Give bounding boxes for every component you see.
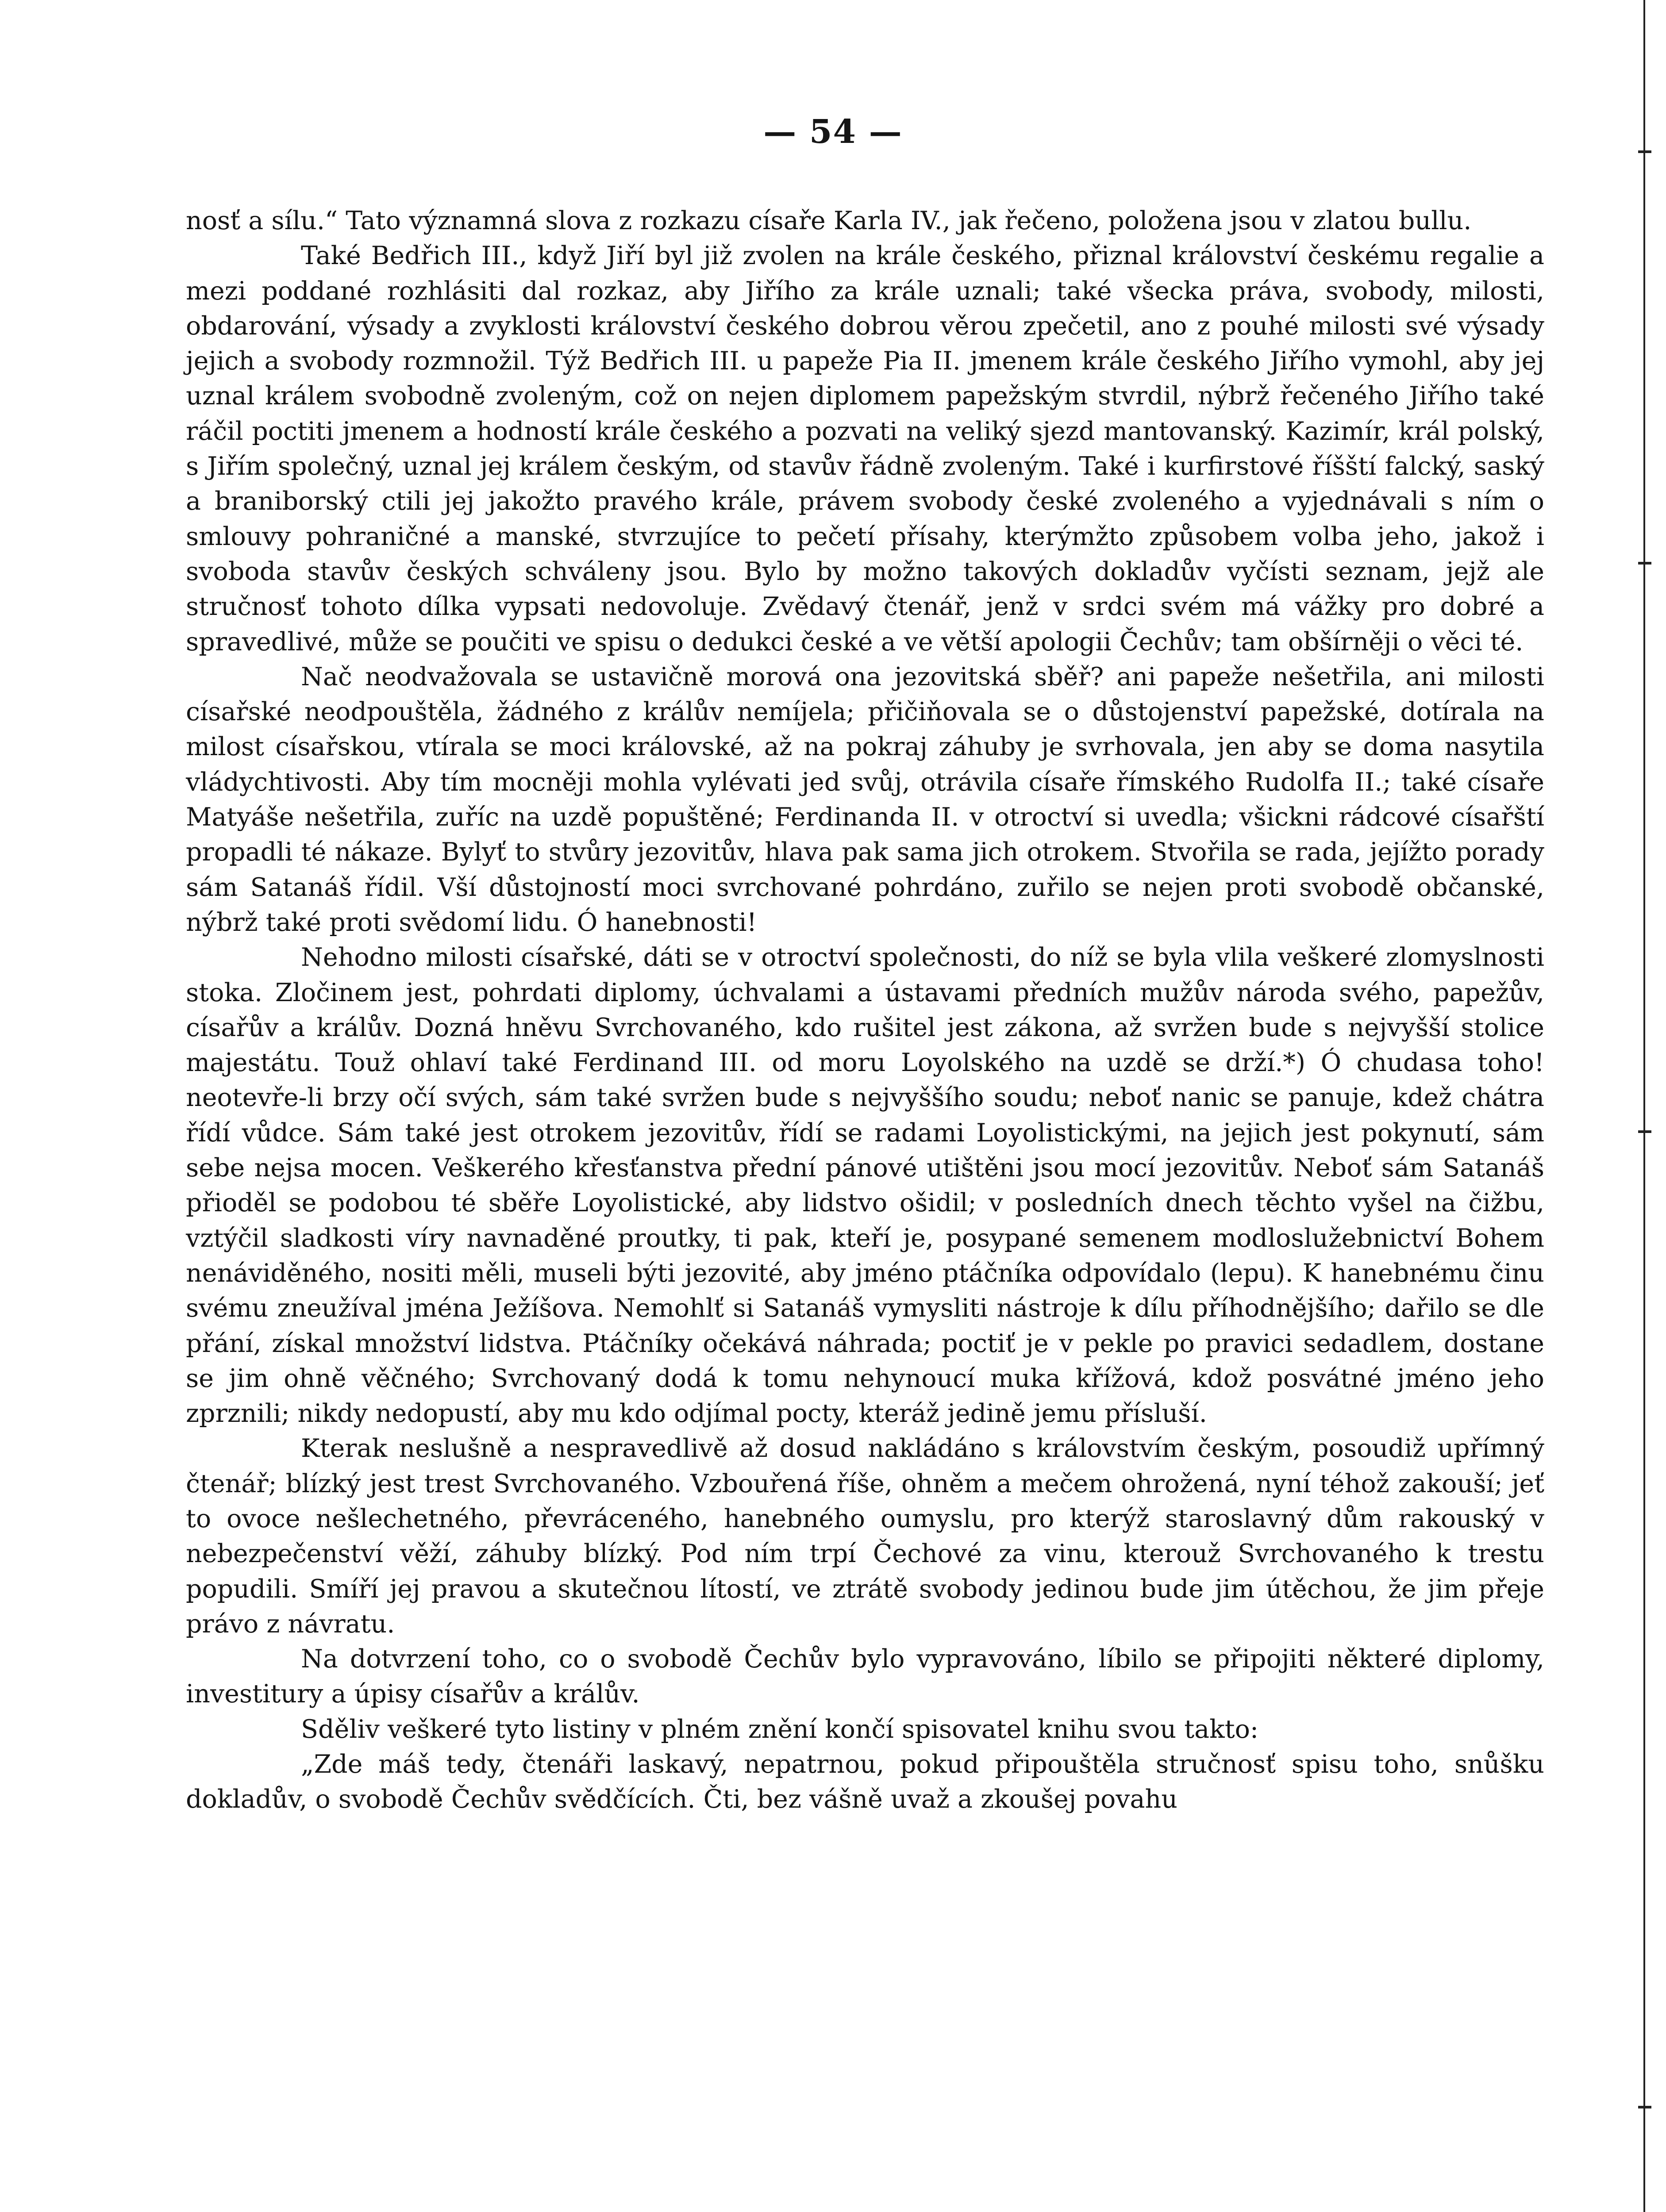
paragraph: Nač neodvažovala se ustavičně morová ona jezovitská sběř? ani papeže nešetřila, ani milosti císařské neodpouštěla, žádného z králův nemíjela; přičiňovala se o důstojenství papežské, dotírala na milost císařskou, vtírala se moci královské, až na pokraj záhuby je svrhovala, jen aby se doma nasytila vládychtivosti. Aby tím mocněji mohla vylévati jed svůj, otrávila císaře římského Rudolfa II.; také císaře Matyáše nešetřila, zuříc na uzdě popuštěné; Ferdinanda II. v otroctví si uvedla; všickni rádcové císařští propadli té nákaze. Bylyť to stvůry jezovitův, hlava pak sama jich otrokem. Stvořila se rada, jejížto porady sám Satanáš řídil. Vší důstojností moci svrchované pohrdáno, zuřilo se nejen proti svobodě občanské, nýbrž také proti svědomí lidu. Ó hanebnosti!	[186, 662, 1544, 937]
paragraph-continuation: nosť a sílu.“ Tato významná slova z rozkazu císaře Karla IV., jak řečeno, položena jsou v zlatou bullu.	[186, 206, 1472, 235]
paragraph: Nehodno milosti císařské, dáti se v otroctví společnosti, do níž se byla vlila veškeré zlomyslnosti stoka. Zločinem jest, pohrdati diplomy, úchvalami a ústavami předních mužův národa svého, papežův, císařův a králův. Dozná hněvu Svrchovaného, kdo rušitel jest zákona, až svržen bude s nejvyšší stolice majestátu. Touž ohlaví také Ferdinand III. od moru Loyolského na uzdě se drží.*) Ó chudasa toho! neotevře-li brzy očí svých, sám také svržen bude s nejvyššího soudu; neboť nanic se panuje, kdež chátra řídí vůdce. Sám také jest otrokem jezovitův, řídí se radami Loyolistickými, na jejich jest pokynutí, sám sebe nejsa mocen. Veškerého křesťanstva přední pánové utištěni jsou mocí jezovitův. Neboť sám Satanáš přioděl se podobou té sběře Loyolistické, aby lidstvo ošidil; v posledních dnech těchto vyšel na čižbu, vztýčil sladkosti víry navnaděné proutky, ti pak, kteří je, posypané semenem modloslužebnictví Bohem nenáviděného, nositi měli, museli býti jezovité, aby jméno ptáčníka odpovídalo (lepu). K hanebnému činu svému zneužíval jména Ježíšova. Nemohlť si Satanáš vymysliti nástroje k dílu příhodnějšího; dařilo se dle přání, získal množství lidstva. Ptáčníky očekává náhrada; poctiť je v pekle po pravici sedadlem, dostane se jim ohně věčného; Svrchovaný dodá k tomu nehynoucí muka křížová, kdož posvátné jméno jeho zprznili; nikdy nedopustí, aby mu kdo odjímal pocty, kteráž jedině jemu přísluší.	[186, 943, 1544, 1429]
paragraph-quote: „Zde máš tedy, čtenáři laskavý, nepatrnou, pokud připouštěla stručnosť spisu toho, snůšku dokladův, o svobodě Čechův svědčících. Čti, bez vášně uvaž a zkoušej povahu	[186, 1750, 1544, 1814]
page-edge-border	[1637, 0, 1666, 2212]
page-edge-tick	[1638, 1130, 1651, 1133]
paragraph: Také Bedřich III., když Jiří byl již zvolen na krále českého, přiznal království českému regalie a mezi poddané rozhlásiti dal rozkaz, aby Jiřího za krále uznali; také všecka práva, svobody, milosti, obdarování, výsady a zvyklosti království českého dobrou věrou zpečetil, ano z pouhé milosti své výsady jejich a svobody rozmnožil. Týž Bedřich III. u papeže Pia II. jmenem krále českého Jiřího vymohl, aby jej uznal králem svobodně zvoleným, což on nejen diplomem papežským stvrdil, nýbrž řečeného Jiřího také ráčil poctiti jmenem a hodností krále českého a pozvati na veliký sjezd mantovanský. Kazimír, král polský, s Jiřím společný, uznal jej králem českým, od stavův řádně zvoleným. Také i kurfirstové říšští falcký, saský a braniborský ctili jej jakožto pravého krále, právem svobody české zvoleného a vyjednávali s ním o smlouvy pohraničné a manské, stvrzujíce to pečetí přísahy, kterýmžto způsobem volba jeho, jakož i svoboda stavův českých schváleny jsou. Bylo by možno takových dokladův vyčísti seznam, jejž ale stručnosť tohoto dílka vypsati nedovoluje. Zvědavý čtenář, jenž v srdci svém má vážky pro dobré a spravedlivé, může se poučiti ve spisu o dedukci české a ve větší apologii Čechův; tam obšírněji o věci té.	[186, 241, 1544, 657]
paragraph: Na dotvrzení toho, co o svobodě Čechův bylo vypravováno, líbilo se připojiti některé diplomy, investitury a úpisy císařův a králův.	[186, 1644, 1544, 1709]
paragraph: Kterak neslušně a nespravedlivě až dosud nakládáno s královstvím českým, posoudiž upřímný čtenář; blízký jest trest Svrchovaného. Vzbouřená říše, ohněm a mečem ohrožená, nyní téhož zakouší; jeť to ovoce nešlechetného, převráceného, hanebného oumyslu, pro kterýž staroslavný dům rakouský v nebezpečenství věží, záhuby blízký. Pod ním trpí Čechové za vinu, kterouž Svrchovaného k trestu popudili. Smíří jej pravou a skutečnou lítostí, ve ztrátě svobody jedinou bude jim útěchou, že jim přeje právo z návratu.	[186, 1434, 1544, 1639]
page-edge-line	[1643, 0, 1645, 2212]
main-text	[186, 204, 1544, 1817]
page-edge-tick	[1638, 150, 1651, 153]
page-number: — 54 —	[763, 113, 903, 151]
paragraph: Sděliv veškeré tyto listiny v plném znění končí spisovatel knihu svou takto:	[301, 1714, 1259, 1744]
page-edge-tick	[1638, 2106, 1651, 2108]
page-edge-tick	[1638, 562, 1651, 565]
